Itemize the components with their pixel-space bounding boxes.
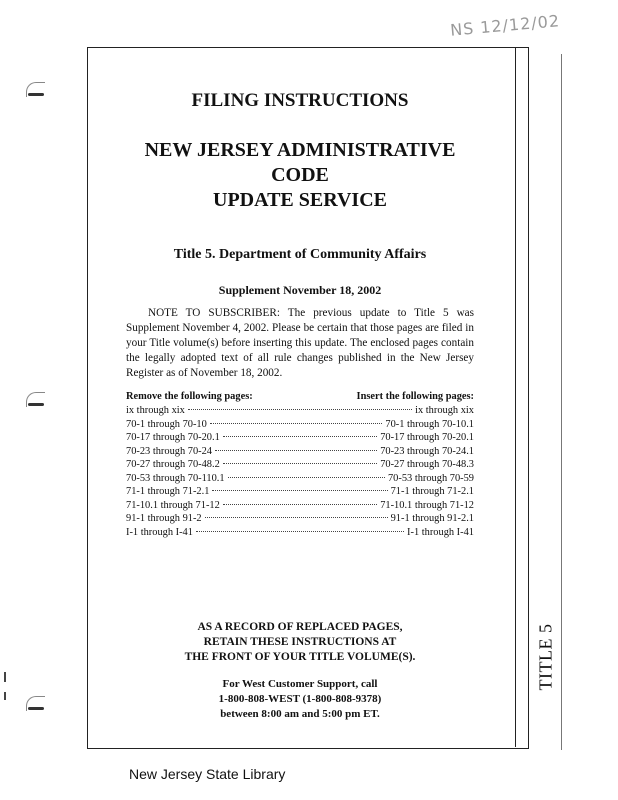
- table-row: [126, 458, 474, 472]
- insert-pages: 70-23 through 70-24.1: [380, 445, 474, 457]
- insert-pages: 91-1 through 91-2.1: [390, 513, 474, 524]
- insert-pages: I-1 through I-41: [407, 526, 474, 538]
- table-row: [126, 499, 474, 513]
- insert-pages: 70-1 through 70-10.1: [385, 418, 474, 430]
- insert-pages: 70-27 through 70-48.3: [380, 459, 474, 470]
- dot-leader: [223, 436, 377, 437]
- edge-mark: [4, 672, 6, 682]
- code-title-line1: NEW JERSEY ADMINISTRATIVE CODE: [144, 139, 456, 186]
- remove-pages: 70-27 through 70-48.2: [126, 459, 220, 470]
- insert-pages: 71-1 through 71-2.1: [390, 486, 474, 497]
- page-heading: FILING INSTRUCTIONS: [191, 90, 409, 111]
- dot-leader: [215, 450, 377, 451]
- support-line: For West Customer Support, call: [222, 678, 378, 690]
- table-row: [126, 418, 474, 432]
- support-hours: between 8:00 am and 5:00 pm ET.: [220, 708, 380, 720]
- dot-leader: [210, 423, 383, 424]
- remove-pages: 70-23 through 70-24: [126, 445, 213, 457]
- remove-pages: 71-10.1 through 71-12: [126, 499, 220, 511]
- remove-pages: ix through xix: [126, 405, 185, 416]
- remove-pages: 70-1 through 70-10: [126, 418, 207, 430]
- side-margin-line: [561, 54, 562, 750]
- table-header: [126, 390, 474, 404]
- table-row: [126, 526, 474, 540]
- remove-pages: 71-1 through 71-2.1: [126, 486, 210, 497]
- remove-pages: 70-53 through 70-110.1: [126, 472, 225, 484]
- insert-column-header: Insert the following pages:: [356, 391, 474, 402]
- title-subject: Title 5. Department of Community Affairs: [173, 247, 427, 262]
- record-line: RETAIN THESE INSTRUCTIONS AT: [203, 636, 397, 648]
- insert-pages: ix through xix: [415, 405, 474, 416]
- remove-pages: 91-1 through 91-2: [126, 513, 202, 524]
- dot-leader: [228, 477, 385, 478]
- record-line: AS A RECORD OF REPLACED PAGES,: [197, 621, 403, 633]
- supplement-date: Supplement November 18, 2002: [218, 283, 382, 297]
- table-row: [126, 404, 474, 418]
- dot-leader: [223, 463, 377, 464]
- retain-instructions-notice: [140, 620, 460, 665]
- punch-hole: [24, 82, 46, 96]
- dot-leader: [196, 531, 404, 532]
- customer-support-info: [140, 677, 460, 722]
- title-tab-label: TITLE 5: [535, 623, 556, 691]
- remove-pages: I-1 through I-41: [126, 526, 193, 538]
- insert-pages: 70-53 through 70-59: [387, 472, 474, 484]
- table-row: [126, 472, 474, 486]
- table-row: [126, 431, 474, 445]
- code-title-line2: UPDATE SERVICE: [213, 189, 387, 211]
- insert-pages: 70-17 through 70-20.1: [380, 432, 474, 443]
- edge-mark: [4, 692, 6, 700]
- support-phone: 1-800-808-WEST (1-800-808-9378): [218, 693, 382, 705]
- dot-leader: [223, 504, 377, 505]
- punch-hole: [24, 696, 46, 710]
- table-row: [126, 485, 474, 499]
- library-stamp: New Jersey State Library: [129, 766, 286, 782]
- table-row: [126, 445, 474, 459]
- note-to-subscriber: NOTE TO SUBSCRIBER: The previous update to Title 5 was Supplement November 4, 2002. Please be certain that those pages are filed in your Title volume(s) before inserting this update. The enclosed pages contain the legally adopted text of all rule changes published in the New Jersey Register as of November 18, 2002.: [126, 307, 474, 379]
- record-line: THE FRONT OF YOUR TITLE VOLUME(S).: [184, 651, 416, 663]
- table-row: [126, 512, 474, 526]
- insert-pages: 71-10.1 through 71-12: [380, 499, 474, 511]
- dot-leader: [188, 409, 412, 410]
- remove-column-header: Remove the following pages:: [126, 391, 253, 402]
- dot-leader: [212, 490, 387, 491]
- remove-pages: 70-17 through 70-20.1: [126, 432, 220, 443]
- punch-hole: [24, 392, 46, 406]
- handwritten-date: NS 12/12/02: [449, 11, 561, 40]
- dot-leader: [205, 517, 388, 518]
- instructions-content: [126, 90, 474, 539]
- page-replacement-table: [126, 390, 474, 539]
- tab-divider-line: [515, 47, 516, 747]
